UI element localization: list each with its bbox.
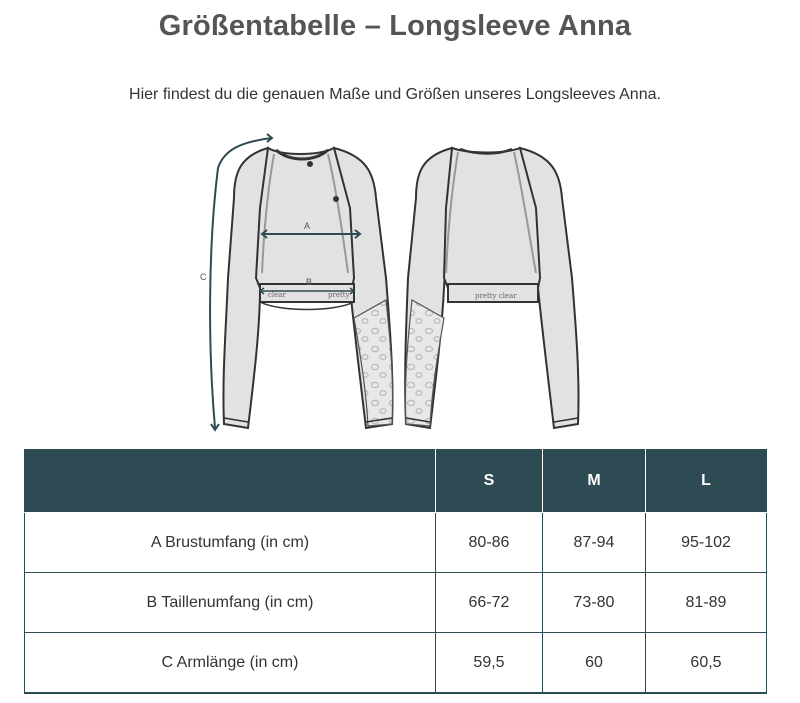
waistband-text-front-right: pretty: [328, 291, 350, 299]
cell-value: 59,5: [436, 633, 543, 694]
header-cell-size-s: S: [436, 450, 543, 513]
intro-text: Hier findest du die genauen Maße und Größen unseres Longsleeves Anna.: [129, 86, 661, 103]
page-title: Größentabelle – Longsleeve Anna: [158, 10, 632, 42]
cell-value: 73-80: [543, 573, 646, 633]
header-cell-size-l: L: [646, 450, 767, 513]
row-label: C Armlänge (in cm): [25, 633, 436, 694]
longsleeve-illustration: [190, 128, 610, 438]
cell-value: 60,5: [646, 633, 767, 694]
waistband-text-front-left: clear: [268, 291, 286, 299]
row-label: B Taillenumfang (in cm): [25, 573, 436, 633]
size-table: [24, 449, 767, 694]
table-row: [25, 573, 767, 633]
cell-value: 66-72: [436, 573, 543, 633]
table-row: [25, 513, 767, 573]
table-header-row: [25, 450, 767, 513]
cell-value: 87-94: [543, 513, 646, 573]
cell-value: 95-102: [646, 513, 767, 573]
label-a: A: [304, 221, 311, 231]
back-view: [405, 148, 578, 428]
label-b: B: [306, 277, 313, 287]
table-row: [25, 633, 767, 694]
front-view: [200, 134, 393, 430]
cell-value: 80-86: [436, 513, 543, 573]
header-cell-label: [25, 450, 436, 513]
label-c: C: [200, 272, 207, 282]
cell-value: 60: [543, 633, 646, 694]
header-cell-size-m: M: [543, 450, 646, 513]
cell-value: 81-89: [646, 573, 767, 633]
row-label: A Brustumfang (in cm): [25, 513, 436, 573]
waistband-text-back: pretty clear: [475, 292, 517, 300]
